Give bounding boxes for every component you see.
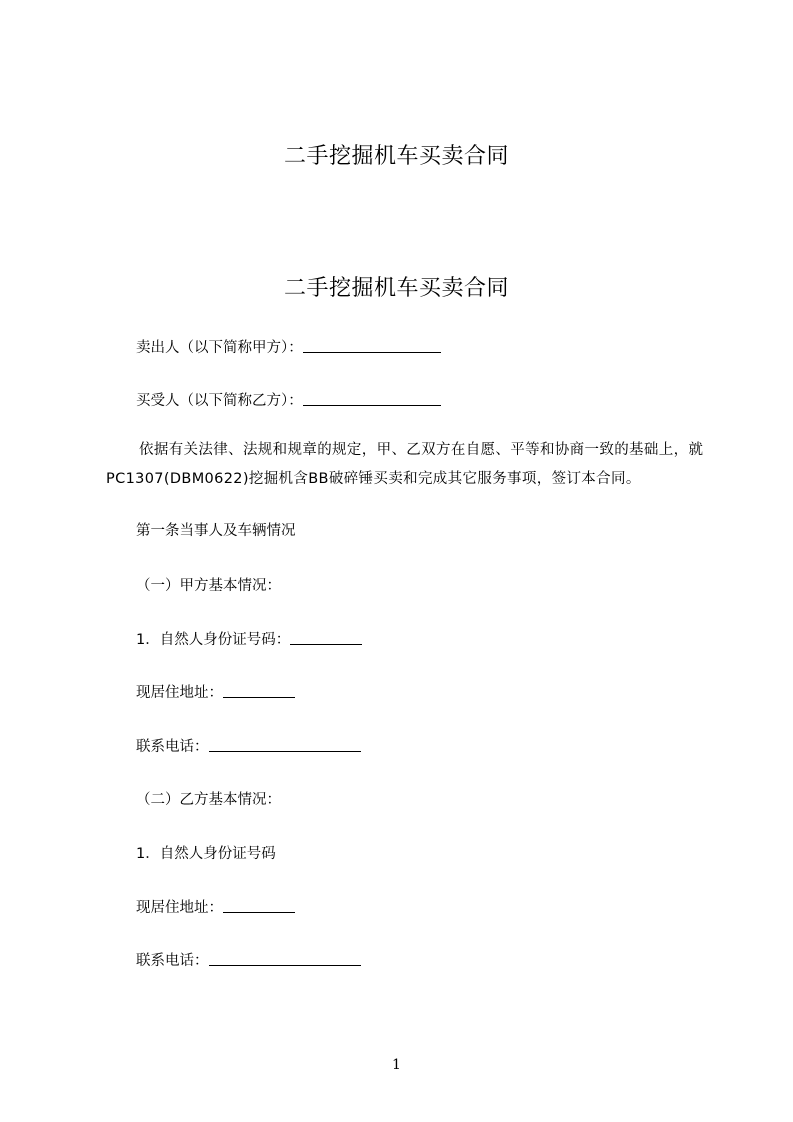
party-b-address-line: [136, 897, 295, 919]
contract-title: 二手挖掘机车买卖合同: [283, 276, 509, 301]
intro-paragraph: 依据有关法律、法规和规章的规定，甲、乙双方在自愿、平等和协商一致的基础上，就PC1307(DBM0622)挖掘机含BB破碎锤买卖和完成其它服务事项，签订本合同。: [106, 442, 704, 487]
party-a-address-blank: [223, 682, 295, 698]
seller-blank: [303, 337, 441, 353]
page-number: 1: [392, 1057, 401, 1073]
seller-line: [136, 337, 441, 359]
party-b-phone-blank: [209, 950, 361, 966]
party-b-id-label: 1．自然人身份证号码: [136, 846, 276, 862]
party-a-id-blank: [290, 629, 362, 645]
cover-title: 二手挖掘机车买卖合同: [283, 144, 509, 169]
party-a-address-label: 现居住地址：: [136, 685, 223, 701]
party-a-phone-line: [136, 736, 361, 758]
party-b-id-line: [136, 843, 276, 865]
party-b-address-label: 现居住地址：: [136, 900, 223, 916]
party-b-heading: （二）乙方基本情况：: [136, 792, 281, 808]
party-b-phone-label: 联系电话：: [136, 953, 209, 969]
party-b-phone-line: [136, 950, 361, 972]
party-a-phone-label: 联系电话：: [136, 739, 209, 755]
party-a-heading: （一）甲方基本情况：: [136, 578, 281, 594]
party-a-address-line: [136, 682, 295, 704]
seller-label: 卖出人（以下简称甲方）：: [136, 340, 303, 356]
buyer-blank: [303, 390, 441, 406]
buyer-label: 买受人（以下简称乙方）：: [136, 393, 303, 409]
party-a-id-line: [136, 629, 362, 651]
party-b-address-blank: [223, 897, 295, 913]
party-a-id-label: 1．自然人身份证号码：: [136, 632, 291, 648]
article1-heading: 第一条当事人及车辆情况: [136, 523, 296, 539]
party-a-phone-blank: [209, 736, 361, 752]
buyer-line: [136, 390, 441, 412]
